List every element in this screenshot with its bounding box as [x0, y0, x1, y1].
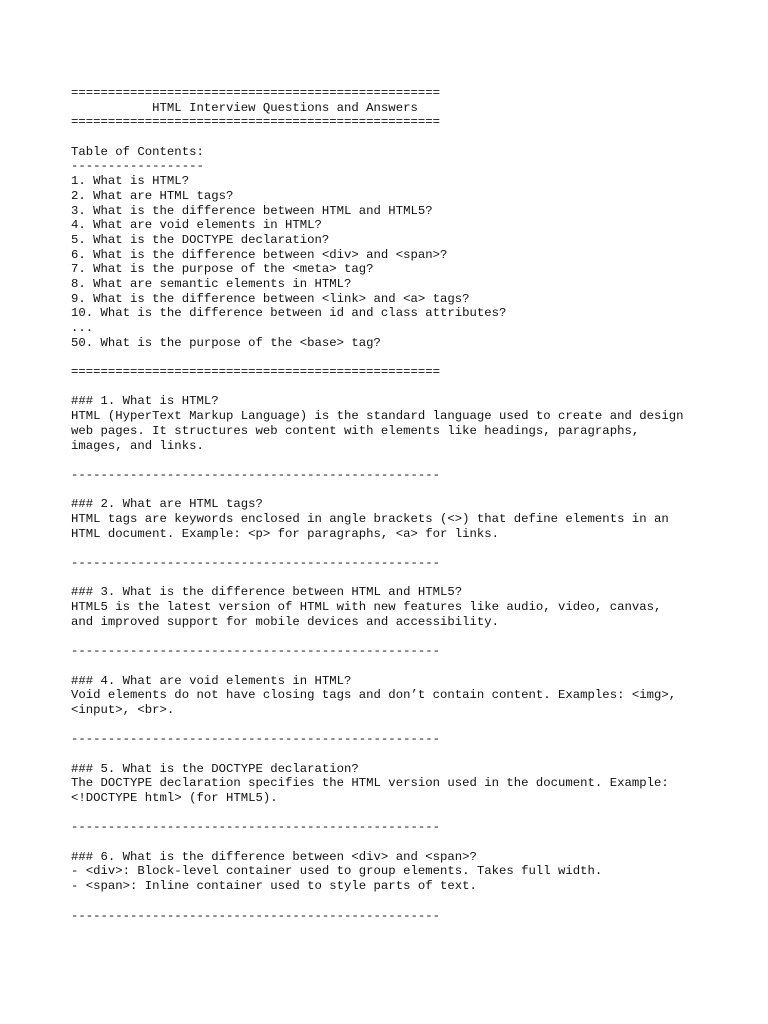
toc-item: 9. What is the difference between <link> and <a> tags?	[71, 291, 470, 306]
toc-heading: Table of Contents:	[71, 144, 204, 159]
toc-underline: ------------------	[71, 159, 204, 174]
qa-section-5	[71, 762, 751, 835]
section-divider: --------------------------------------------------	[71, 467, 440, 482]
qa-section-1	[71, 394, 751, 482]
section-divider: --------------------------------------------------	[71, 908, 440, 923]
answer-line: <input>, <br>.	[71, 702, 175, 717]
question-heading: ### 6. What is the difference between <div> and <span>?	[71, 849, 477, 864]
document-body	[71, 86, 751, 923]
question-heading: ### 5. What is the DOCTYPE declaration?	[71, 761, 359, 776]
qa-section-4	[71, 674, 751, 747]
question-heading: ### 1. What is HTML?	[71, 394, 219, 409]
table-of-contents	[71, 145, 751, 380]
toc-item: 5. What is the DOCTYPE declaration?	[71, 232, 330, 247]
header	[71, 86, 751, 130]
answer-line: HTML tags are keywords enclosed in angle brackets (<>) that define elements in an	[71, 511, 669, 526]
header-rule-bottom: ==================================================	[71, 115, 440, 130]
answer-line: - <div>: Block-level container used to group elements. Takes full width.	[71, 864, 603, 879]
section-divider: --------------------------------------------------	[71, 556, 440, 570]
toc-item: 4. What are void elements in HTML?	[71, 218, 322, 233]
toc-end-rule: ==================================================	[71, 365, 440, 380]
toc-item: 7. What is the purpose of the <meta> tag?	[71, 262, 374, 277]
section-divider: --------------------------------------------------	[71, 820, 440, 835]
question-heading: ### 4. What are void elements in HTML?	[71, 673, 352, 688]
qa-section-6	[71, 850, 751, 923]
document-title: HTML Interview Questions and Answers	[71, 100, 418, 115]
section-divider: --------------------------------------------------	[71, 732, 440, 747]
answer-line: web pages. It structures web content with elements like headings, paragraphs,	[71, 423, 640, 438]
answer-line: HTML document. Example: <p> for paragraphs, <a> for links.	[71, 526, 500, 541]
header-rule-top: ==================================================	[71, 86, 440, 100]
answer-line: HTML (HyperText Markup Language) is the standard language used to create and design	[71, 409, 684, 424]
toc-item: 2. What are HTML tags?	[71, 188, 234, 203]
toc-item: 1. What is HTML?	[71, 174, 190, 189]
answer-line: Void elements do not have closing tags and don’t contain content. Examples: <img>,	[71, 688, 677, 703]
answer-line: The DOCTYPE declaration specifies the HTML version used in the document. Example:	[71, 776, 669, 791]
answer-line: and improved support for mobile devices and accessibility.	[71, 614, 500, 629]
section-divider: --------------------------------------------------	[71, 644, 440, 659]
toc-item: 3. What is the difference between HTML and HTML5?	[71, 203, 433, 218]
answer-line: <!DOCTYPE html> (for HTML5).	[71, 791, 278, 805]
toc-ellipsis: ...	[71, 321, 94, 335]
answer-line: - <span>: Inline container used to style parts of text.	[71, 879, 477, 894]
answer-line: images, and links.	[71, 438, 204, 453]
toc-item: 10. What is the difference between id and class attributes?	[71, 306, 507, 321]
toc-item: 6. What is the difference between <div> and <span>?	[71, 247, 448, 262]
qa-section-2	[71, 497, 751, 570]
question-heading: ### 3. What is the difference between HTML and HTML5?	[71, 585, 463, 600]
qa-section-3	[71, 585, 751, 658]
answer-line: HTML5 is the latest version of HTML with new features like audio, video, canvas,	[71, 600, 662, 615]
question-heading: ### 2. What are HTML tags?	[71, 497, 263, 512]
toc-item: 50. What is the purpose of the <base> tag?	[71, 335, 381, 350]
toc-item: 8. What are semantic elements in HTML?	[71, 276, 352, 291]
